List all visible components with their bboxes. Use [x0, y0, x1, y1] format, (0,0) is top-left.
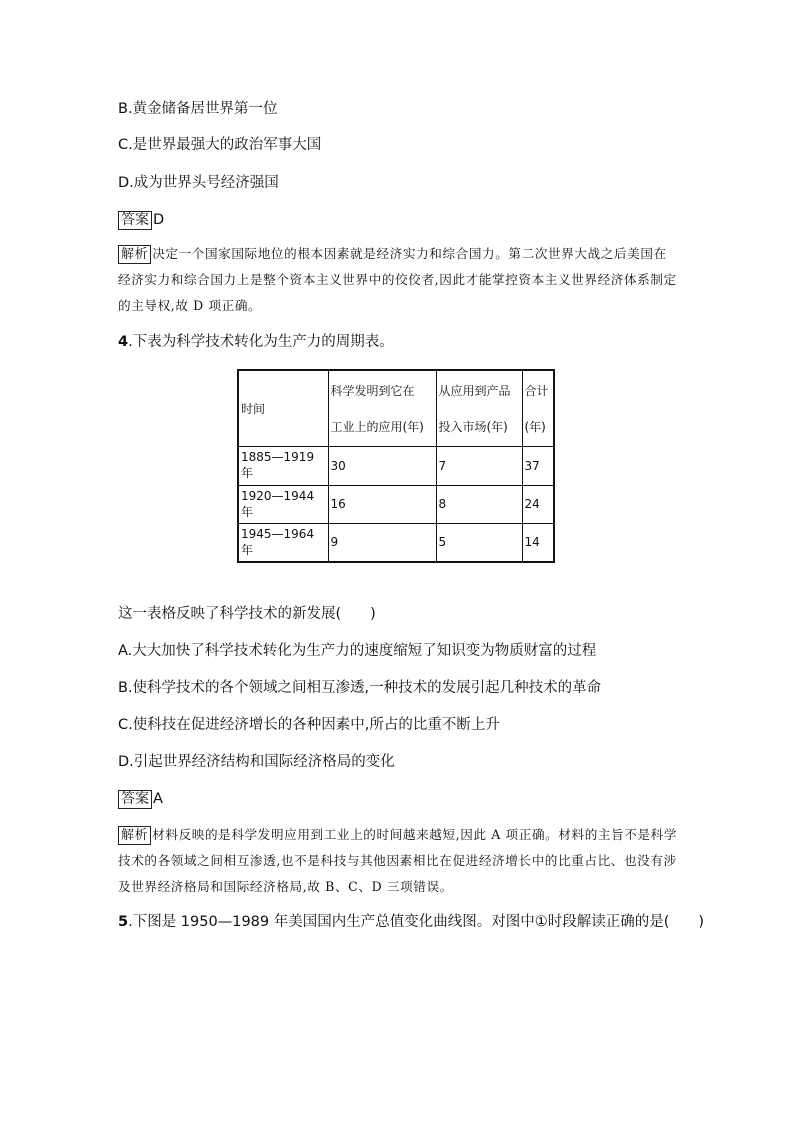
- q3-answer-line: [118, 210, 164, 230]
- q4-analysis: [118, 822, 678, 900]
- analysis-label: 解析: [118, 245, 151, 264]
- q4-number: 4: [118, 334, 129, 350]
- header-market-line2: 投入市场(年): [438, 419, 508, 434]
- header-discovery-line2: 工业上的应用(年): [330, 419, 424, 434]
- header-total: [522, 370, 554, 446]
- option-c-prev: C.是世界最强大的政治军事大国: [118, 137, 322, 153]
- option-b-prev: B.黄金储备居世界第一位: [118, 101, 278, 117]
- q4-option-b: B.使科学技术的各个领域之间相互渗透,一种技术的发展引起几种技术的革命: [118, 680, 602, 696]
- option-d-prev: D.成为世界头号经济强国: [118, 175, 279, 191]
- table-row: [238, 523, 554, 562]
- q3-analysis: [118, 241, 678, 319]
- analysis-label: 解析: [118, 826, 151, 845]
- row-market: 8: [436, 485, 522, 523]
- q4-question: 这一表格反映了科学技术的新发展( ): [118, 606, 376, 622]
- q4-option-a: A.大大加快了科学技术转化为生产力的速度缩短了知识变为物质财富的过程: [118, 643, 597, 659]
- row-period: 1885—1919 年: [238, 446, 328, 485]
- row-discovery: 30: [328, 446, 436, 485]
- header-discovery: [328, 370, 436, 446]
- row-discovery: 16: [328, 485, 436, 523]
- row-period: 1920—1944 年: [238, 485, 328, 523]
- header-time: 时间: [238, 370, 328, 446]
- q5-stem: [118, 912, 704, 932]
- table-row: [238, 446, 554, 485]
- q4-option-c: C.使科技在促进经济增长的各种因素中,所占的比重不断上升: [118, 717, 500, 733]
- q5-stem-text: .下图是 1950—1989 年美国国内生产总值变化曲线图。对图中①时段解读正确的是( ): [128, 914, 705, 930]
- table-header-row: [238, 370, 554, 446]
- row-total: 37: [522, 446, 554, 485]
- q3-analysis-text: 决定一个国家国际地位的根本因素就是经济实力和综合国力。第二次世界大战之后美国在经济实力和综合国力上是整个资本主义世界中的佼佼者,因此才能掌控资本主义世界经济体系制定的主导权,故 D 项正确。: [118, 246, 677, 313]
- table-row: [238, 485, 554, 523]
- header-market-line1: 从应用到产品: [438, 383, 511, 398]
- header-total-line2: (年): [524, 419, 546, 434]
- header-total-line1: 合计: [524, 383, 549, 398]
- row-discovery: 9: [328, 523, 436, 562]
- answer-label: 答案: [118, 790, 152, 809]
- q3-answer-value: D: [153, 212, 165, 228]
- q4-answer-value: A: [153, 791, 163, 807]
- row-total: 14: [522, 523, 554, 562]
- q4-option-d: D.引起世界经济结构和国际经济格局的变化: [118, 754, 395, 770]
- q4-stem-text: .下表为科学技术转化为生产力的周期表。: [128, 334, 394, 350]
- header-market: [436, 370, 522, 446]
- row-market: 7: [436, 446, 522, 485]
- q4-analysis-text: 材料反映的是科学发明应用到工业上的时间越来越短,因此 A 项正确。材料的主旨不是科学技术的各领域之间相互渗透,也不是科技与其他因素相比在促进经济增长中的比重占比、也没有涉及世界经济格局和国际经济格局,故 B、C、D 三项错误。: [118, 827, 678, 894]
- q4-stem: [118, 332, 394, 352]
- row-market: 5: [436, 523, 522, 562]
- answer-label: 答案: [118, 211, 152, 230]
- row-total: 24: [522, 485, 554, 523]
- header-discovery-line1: 科学发明到它在: [330, 383, 415, 398]
- row-period: 1945—1964 年: [238, 523, 328, 562]
- q4-answer-line: [118, 789, 163, 809]
- period-table: [237, 369, 555, 563]
- q5-number: 5: [118, 914, 129, 930]
